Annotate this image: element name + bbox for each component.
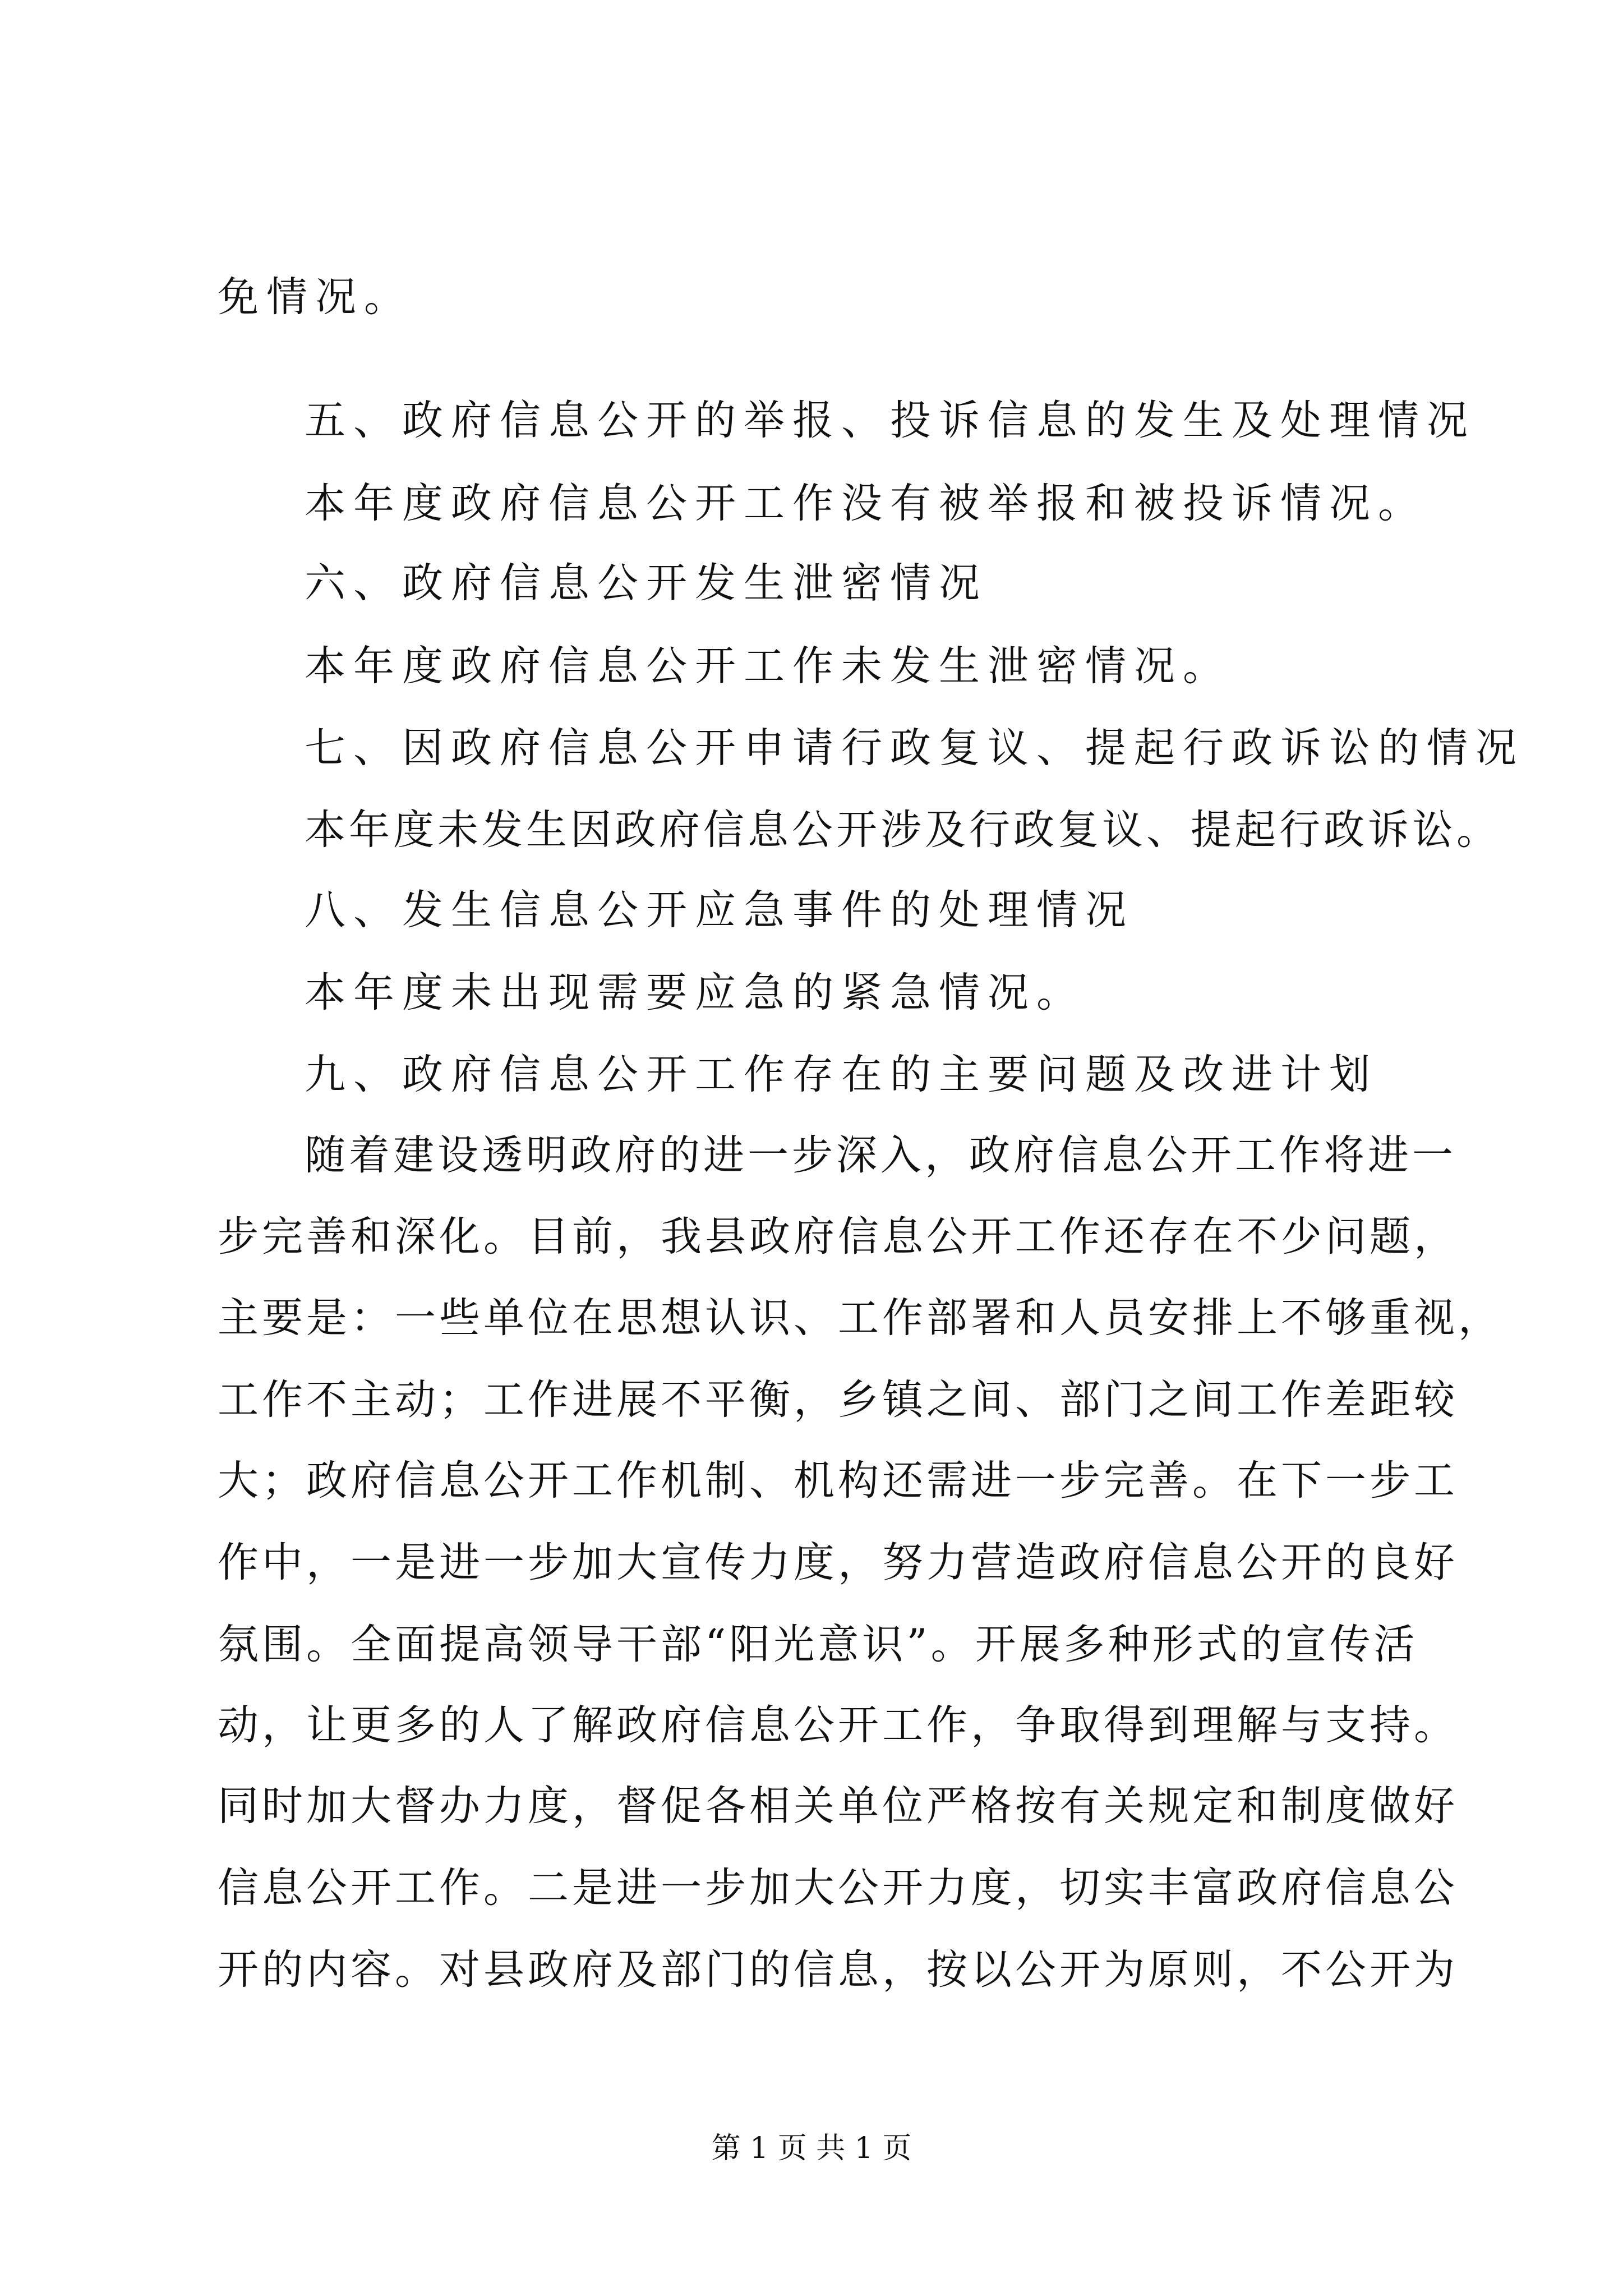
text-line-section-5: 本年度政府信息公开工作没有被举报和被投诉情况。 — [305, 480, 1427, 527]
heading-section-9: 九、政府信息公开工作存在的主要问题及改进计划 — [305, 1051, 1378, 1098]
text-line-section-8: 本年度未出现需要应急的紧急情况。 — [305, 969, 1085, 1016]
paragraph-line-10: 信息公开工作。二是进一步加大公开力度，切实丰富政府信息公 — [218, 1864, 1458, 1912]
paragraph-line-5: 大；政府信息公开工作机制、机构还需进一步完善。在下一步工 — [218, 1457, 1458, 1504]
text-line-section-6: 本年度政府信息公开工作未发生泄密情况。 — [305, 642, 1232, 690]
paragraph-line-6: 作中，一是进一步加大宣传力度，努力营造政府信息公开的良好 — [218, 1539, 1458, 1586]
text-line-section-7: 本年度未发生因政府信息公开涉及行政复议、提起行政诉讼。 — [305, 806, 1501, 854]
heading-section-5: 五、政府信息公开的举报、投诉信息的发生及处理情况 — [305, 397, 1476, 444]
paragraph-line-3: 主要是：一些单位在思想认识、工作部署和人员安排上不够重视， — [218, 1294, 1502, 1342]
paragraph-line-4: 工作不主动；工作进展不平衡，乡镇之间、部门之间工作差距较 — [218, 1376, 1458, 1424]
paragraph-line-8: 动，让更多的人了解政府信息公开工作，争取得到理解与支持。 — [218, 1701, 1458, 1749]
text-line-1: 免情况。 — [218, 273, 413, 321]
paragraph-line-11: 开的内容。对县政府及部门的信息，按以公开为原则，不公开为 — [218, 1946, 1458, 1994]
page-footer: 第 1 页 共 1 页 — [711, 2132, 912, 2165]
paragraph-line-1: 随着建设透明政府的进一步深入，政府信息公开工作将进一 — [305, 1131, 1456, 1179]
heading-section-6: 六、政府信息公开发生泄密情况 — [305, 559, 988, 607]
paragraph-line-9: 同时加大督办力度，督促各相关单位严格按有关规定和制度做好 — [218, 1782, 1458, 1830]
heading-section-8: 八、发生信息公开应急事件的处理情况 — [305, 886, 1134, 934]
paragraph-line-2: 步完善和深化。目前，我县政府信息公开工作还存在不少问题， — [218, 1213, 1458, 1260]
heading-section-7: 七、因政府信息公开申请行政复议、提起行政诉讼的情况 — [305, 724, 1524, 772]
paragraph-line-7: 氛围。全面提高领导干部“阳光意识”。开展多种形式的宣传活 — [218, 1621, 1418, 1668]
